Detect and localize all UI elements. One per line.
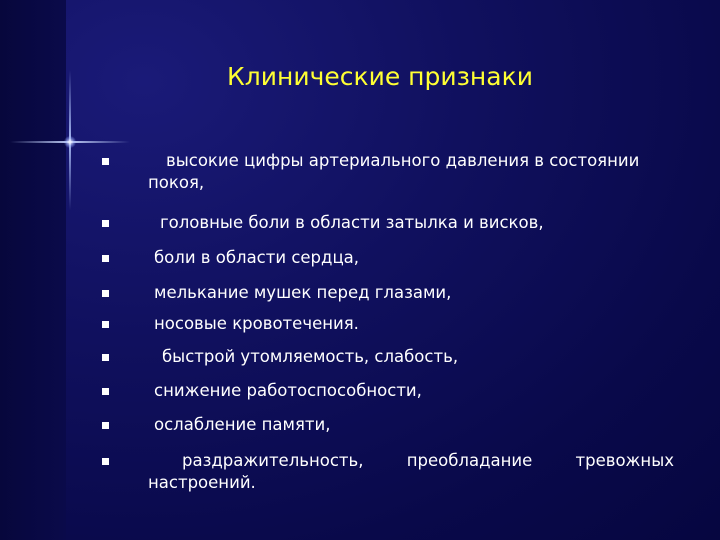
list-item bbox=[102, 450, 680, 494]
list-item-line: покоя, bbox=[148, 173, 205, 192]
list-item-line: ослабление памяти, bbox=[154, 415, 331, 434]
list-item bbox=[102, 247, 680, 269]
list-item bbox=[102, 150, 680, 194]
square-bullet-icon bbox=[102, 354, 109, 361]
square-bullet-icon bbox=[102, 255, 109, 262]
list-item-word: раздражительность, bbox=[182, 451, 364, 470]
list-item-line: боли в области сердца, bbox=[154, 248, 360, 267]
list-item-line bbox=[182, 450, 674, 472]
square-bullet-icon bbox=[102, 220, 109, 227]
list-item-line: снижение работоспособности, bbox=[154, 381, 422, 400]
list-item-word: тревожных bbox=[575, 451, 674, 470]
list-item-line: высокие цифры артериального давления в состоянии bbox=[166, 151, 640, 170]
square-bullet-icon bbox=[102, 458, 109, 465]
list-item-word: преобладание bbox=[406, 451, 533, 470]
sparkle-star-icon bbox=[64, 136, 76, 148]
list-item bbox=[102, 313, 680, 335]
list-item bbox=[102, 380, 680, 402]
list-item bbox=[102, 414, 680, 436]
square-bullet-icon bbox=[102, 388, 109, 395]
slide-title: Клинические признаки bbox=[227, 62, 533, 91]
square-bullet-icon bbox=[102, 290, 109, 297]
square-bullet-icon bbox=[102, 158, 109, 165]
list-item-line: мелькание мушек перед глазами, bbox=[154, 283, 452, 302]
list-item-line: быстрой утомляемость, слабость, bbox=[162, 347, 459, 366]
list-item-line: головные боли в области затылка и висков, bbox=[160, 213, 544, 232]
list-item-line: носовые кровотечения. bbox=[154, 314, 359, 333]
list-item bbox=[102, 282, 680, 304]
list-item bbox=[102, 212, 680, 234]
list-item bbox=[102, 346, 680, 368]
list-item-line: настроений. bbox=[148, 473, 256, 492]
square-bullet-icon bbox=[102, 321, 109, 328]
square-bullet-icon bbox=[102, 422, 109, 429]
